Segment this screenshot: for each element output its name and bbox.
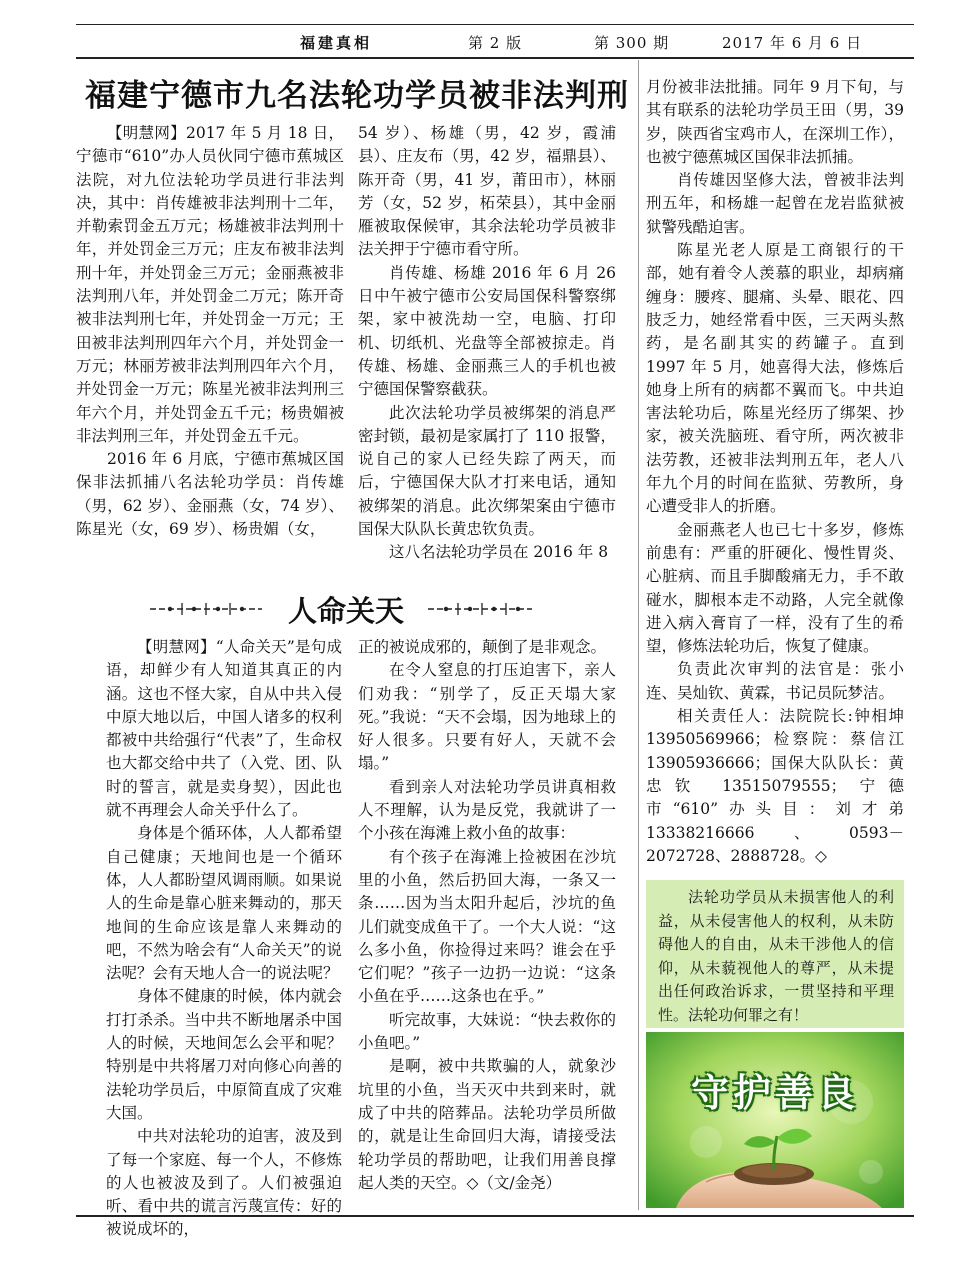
article2-paragraph: 有个孩子在海滩上捡被困在沙坑里的小鱼，然后扔回大海，一条又一条……因为当太阳升起后，沙坑的鱼儿们就变成鱼干了。一个大人说：“这么多小鱼，你捡得过来吗？谁会在乎它们呢？”孩子一边扔一边说：“这条小鱼在乎……这条也在乎。”	[358, 847, 616, 1006]
callout-text: 法轮功学员从未损害他人的利益，从未侵害他人的权利，从未防碍他人的自由，从未干涉他人的信仰，从未藐视他人的尊严，从未提出任何政治诉求，一贯坚持和平理性。法轮功何罪之有！	[658, 888, 894, 1024]
date-label: 2017 年 6 月 6 日	[722, 34, 863, 52]
article1-paragraph: 此次法轮功学员被绑架的消息严密封锁，最初是家属打了 110 报警，说自己的家人已经失踪了两天，而后，宁德国保大队才打来电话，通知被绑架的消息。此次绑架案由宁德市国保大队队长黄忠钦负责。	[358, 403, 616, 539]
column-divider	[638, 60, 639, 1210]
seedling-hand-illustration	[646, 1032, 904, 1208]
article1-paragraph: 2016 年 6 月底，宁德市蕉城区国保非法抓捕八名法轮功学员：肖传雄（男，62 岁）、金丽燕（女，74 岁）、陈星光（女，69 岁）、杨贵媚（女，	[76, 450, 344, 539]
article1-paragraph: 相关责任人：法院院长:钟相坤 13950569966；检察院：蔡信江 13905936666；国保大队队长：黄忠钦 13515079555；宁德市“610”办头目：刘才弟 13338216666、0593－2072728、2888728。◇	[646, 707, 904, 865]
article2-paragraph: 在令人窒息的打压迫害下，亲人们劝我：“别学了，反正天塌大家死。”我说：“天不会塌，因为地球上的好人很多。只要有好人，天就不会塌。”	[358, 661, 616, 773]
article1-paragraph: 肖传雄、杨雄 2016 年 6 月 26 日中午被宁德市公安局国保科警察绑架，家中被洗劫一空，电脑、打印机、切纸机、光盘等全部被掠走。肖传雄、杨雄、金丽燕三人的手机也被宁德国保警察截获。	[358, 263, 616, 399]
graphic-title: 守护善良	[690, 1071, 859, 1115]
article1-paragraph: 月份被非法批捕。同年 9 月下旬，与其有联系的法轮功学员王田（男，39 岁，陕西省宝鸡市人，在深圳工作），也被宁德蕉城区国保非法抓捕。	[646, 78, 904, 166]
article1-column-3	[646, 76, 904, 874]
article2-paragraph: 【明慧网】“人命关天”是句成语，却鲜少有人知道其真正的内涵。这也不怪大家，自从中共入侵中原大地以后，中国人诸多的权利都被中共给强行“代表”了，生命权也大都交给中共了（入党、团、队时的誓言，就是卖身契），因此也就不再理会人命关乎什么了。	[106, 638, 342, 820]
article2-title: 人命关天	[287, 594, 404, 628]
article1-paragraph: 肖传雄因坚修大法，曾被非法判刑五年，和杨雄一起曾在龙岩监狱被狱警残酷迫害。	[646, 171, 904, 236]
article2-paragraph: 身体不健康的时候，体内就会打打杀杀。当中共不断地屠杀中国人的时候，天地间怎么会平和呢？特别是中共将屠刀对向修心向善的法轮功学员后，中原简直成了灾难大国。	[106, 987, 342, 1122]
article1-title: 福建宁德市九名法轮功学员被非法判刑	[85, 78, 629, 114]
article2-paragraph: 正的被说成邪的，颠倒了是非观念。	[358, 638, 607, 656]
article2-paragraph: 听完故事，大妹说：“快去救你的小鱼吧。”	[358, 1010, 616, 1053]
issue-label: 第 300 期	[594, 34, 670, 52]
article2-column-1	[106, 636, 342, 1239]
paper-name: 福建真相	[300, 34, 373, 52]
article1-column-2	[358, 122, 616, 582]
article2-column-2	[358, 636, 616, 1206]
title-ornament-right	[426, 598, 534, 620]
header-top-rule	[76, 24, 914, 25]
article1-paragraph: 负责此次审判的法官是：张小连、吴灿钦、黄霖，书记员阮梦洁。	[646, 660, 904, 702]
protect-kindness-graphic	[646, 1032, 904, 1208]
article1-paragraph: 【明慧网】2017 年 5 月 18 日，宁德市“610”办人员伙同宁德市蕉城区法院，对九位法轮功学员进行非法判决，其中：肖传雄被非法判刑十二年，并勒索罚金五万元；杨雄被非法判刑十年，并处罚金三万元；庄友布被非法判刑十年，并处罚金三万元；金丽燕被非法判刑八年，并处罚金二万元；陈开奇被非法判刑七年，并处罚金一万元；王田被非法判刑四年六个月，并处罚金一万元；林丽芳被非法判刑四年六个月，并处罚金一万元；陈星光被非法判刑三年六个月，并处罚金五千元；杨贵媚被非法判刑三年，并处罚金五千元。	[76, 124, 344, 445]
article2-paragraph: 看到亲人对法轮功学员讲真相救人不理解，认为是反党，我就讲了一个小孩在海滩上救小鱼的故事：	[358, 777, 616, 843]
edition-label: 第 2 版	[468, 34, 523, 52]
article1-paragraph: 54 岁）、杨雄（男，42 岁，霞浦县）、庄友布（男，42 岁，福鼎县）、陈开奇（男，41 岁，莆田市），林丽芳（女，52 岁，柘荣县），其中金丽雁被取保候审，其余法轮功学员被非法关押于宁德市看守所。	[358, 124, 616, 259]
article1-paragraph: 陈星光老人原是工商银行的干部，她有着令人羡慕的职业，却病痛缠身：腰疼、腿痛、头晕、眼花、四肢乏力，她经常看中医，三天两头熬药，是名副其实的药罐子。直到 1997 年 5 月，她喜得大法，修炼后她身上所有的病都不翼而飞。中共迫害法轮功后，陈星光经历了绑架、抄家，被关洗脑班、看守所，两次被非法劳教，还被非法判刑五年，老人八年九个月的时间在监狱、劳教所，身心遭受非人的折磨。	[646, 241, 904, 516]
article2-paragraph: 是啊，被中共欺骗的人，就象沙坑里的小鱼，当天灭中共到来时，就成了中共的陪葬品。法轮功学员所做的，就是让生命回归大海，请接受法轮功学员的帮助吧，让我们用善良撑起人类的天空。◇（文/金尧）	[358, 1057, 616, 1192]
article1-column-1	[76, 122, 344, 582]
callout-box	[646, 880, 904, 1028]
article1-paragraph: 这八名法轮功学员在 2016 年 8	[389, 543, 609, 562]
article1-paragraph: 金丽燕老人也已七十多岁，修炼前患有：严重的肝硬化、慢性胃炎、心脏病、而且手脚酸痛无力，手不敢碰水，脚根本走不动路，人完全就像进入病入膏肓了一样，没有了生的希望，修炼法轮功后，恢复了健康。	[646, 520, 904, 656]
article2-paragraph: 中共对法轮功的迫害，波及到了每一个家庭、每一个人，不修炼的人也被波及到了。人们被强迫听、看中共的谎言污蔑宣传：好的被说成坏的，	[106, 1127, 342, 1239]
header-rule	[76, 57, 914, 59]
article2-paragraph: 身体是个循环体，人人都希望自己健康；天地间也是一个循环体，人人都盼望风调雨顺。如果说人的生命是靠心脏来舞动的，那天地间的生命应该是靠人来舞动的吧，不然为啥会有“人命关天”的说法呢？会有天地人合一的说法呢？	[106, 824, 342, 983]
title-ornament-left	[148, 598, 264, 620]
footer-rule	[76, 1215, 914, 1217]
